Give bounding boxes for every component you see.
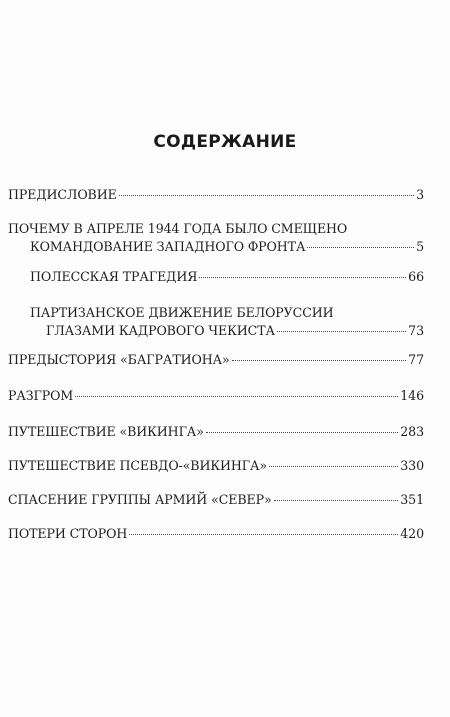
toc-entry-title: СПАСЕНИЕ ГРУППЫ АРМИЙ «СЕВЕР» (8, 492, 272, 507)
toc-page-number: 330 (400, 458, 424, 473)
toc-entry-title: ПУТЕШЕСТВИЕ ПСЕВДО-«ВИКИНГА» (8, 458, 268, 473)
toc-entry (8, 491, 424, 509)
toc-entry-line (8, 238, 424, 256)
toc-page-number: 73 (408, 323, 424, 338)
dot-leader (307, 247, 414, 248)
toc-entry (8, 457, 424, 475)
toc-entry-title: ПОТЕРИ СТОРОН (8, 526, 128, 541)
toc-entry (8, 351, 424, 369)
toc-page-number: 283 (400, 424, 424, 439)
dot-leader (274, 500, 399, 501)
toc-entry-line (8, 423, 424, 441)
toc-entry-line (8, 491, 424, 509)
toc-entry (8, 387, 424, 405)
toc-entry-title-continued: КОМАНДОВАНИЕ ЗАПАДНОГО ФРОНТА (30, 239, 306, 254)
toc-entry-line (8, 525, 424, 543)
dot-leader (129, 534, 398, 535)
toc-page-number: 351 (400, 492, 424, 507)
toc-page-number: 5 (416, 239, 424, 254)
toc-entry-title-continued: ГЛАЗАМИ КАДРОВОГО ЧЕКИСТА (46, 323, 275, 338)
dot-leader (206, 432, 398, 433)
dot-leader (119, 195, 414, 196)
toc-entry-title: ПУТЕШЕСТВИЕ «ВИКИНГА» (8, 424, 204, 439)
dot-leader (199, 277, 406, 278)
toc-entry-line (8, 186, 424, 204)
toc-entry-line (8, 220, 424, 238)
dot-leader (232, 360, 407, 361)
toc-entry-title: ПРЕДИСЛОВИЕ (8, 187, 117, 202)
toc-entry-line (30, 322, 424, 340)
toc-entry (8, 186, 424, 204)
toc-page-number: 66 (408, 269, 424, 284)
toc-subentry (30, 304, 424, 340)
toc-entry-line (8, 351, 424, 369)
toc-entry (8, 423, 424, 441)
dot-leader (277, 331, 406, 332)
toc-entry-title: ПАРТИЗАНСКОЕ ДВИЖЕНИЕ БЕЛОРУССИИ (30, 305, 334, 320)
toc-subentry (30, 268, 424, 286)
toc-entry-title: ПРЕДЫСТОРИЯ «БАГРАТИОНА» (8, 352, 230, 367)
toc-page-number: 3 (416, 187, 424, 202)
dot-leader (269, 466, 398, 467)
dot-leader (75, 396, 398, 397)
toc-page-number: 77 (408, 352, 424, 367)
toc-entry-line (30, 268, 424, 286)
toc-entry-title: РАЗГРОМ (8, 388, 74, 403)
toc-page-number: 420 (400, 526, 424, 541)
toc-entry-line (8, 387, 424, 405)
toc-entry-title: ПОЛЕССКАЯ ТРАГЕДИЯ (30, 269, 198, 284)
toc-page-number: 146 (400, 388, 424, 403)
toc-entry (8, 220, 424, 256)
toc-entry-title: ПОЧЕМУ В АПРЕЛЕ 1944 ГОДА БЫЛО СМЕЩЕНО (8, 221, 348, 236)
toc-title: СОДЕРЖАНИЕ (153, 132, 297, 152)
toc-entry-line (30, 304, 424, 322)
toc-entry-line (8, 457, 424, 475)
toc-entry (8, 525, 424, 543)
